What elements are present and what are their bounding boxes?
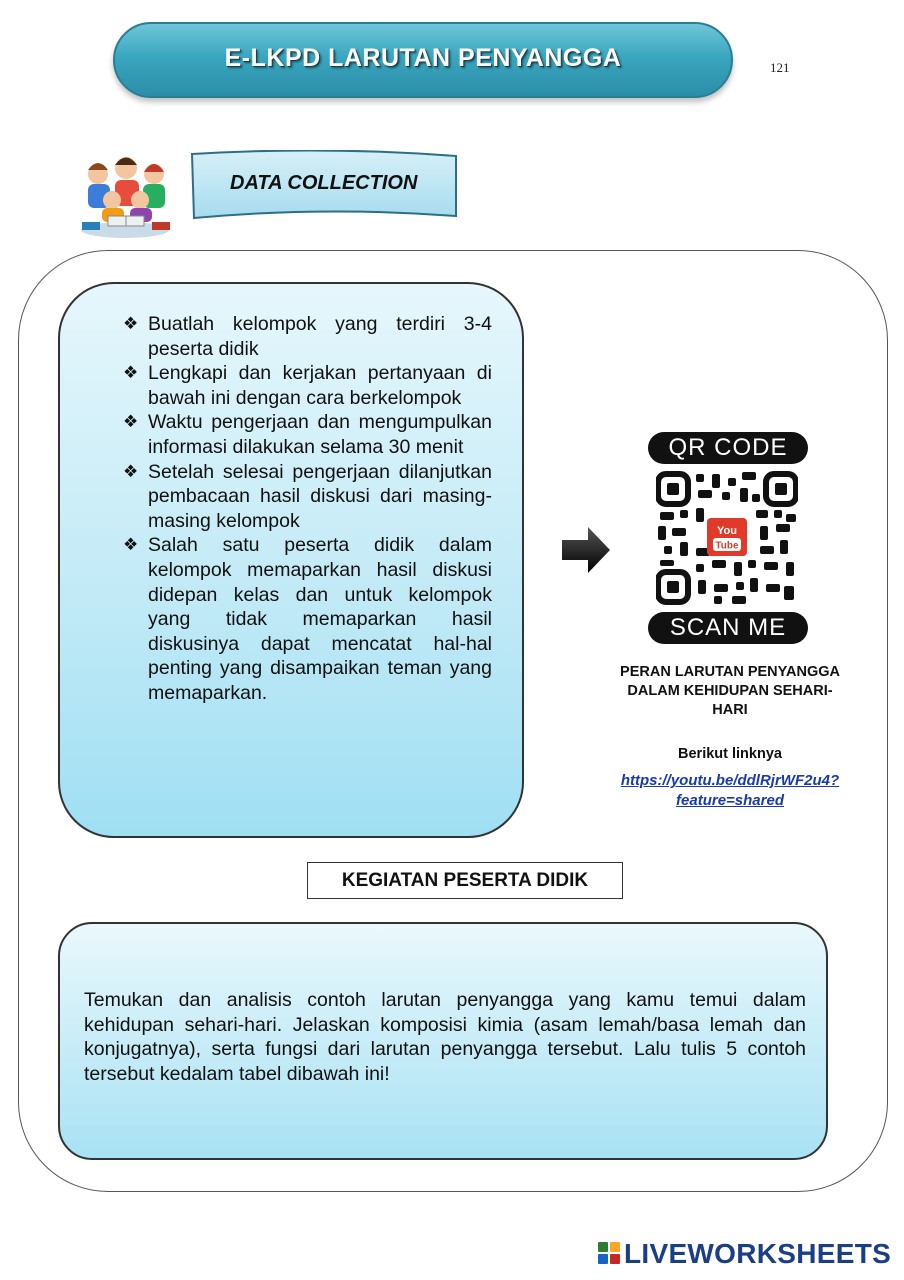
scan-me-label: SCAN ME (648, 612, 808, 644)
page-number: 121 (770, 60, 790, 75)
qr-code[interactable] (656, 470, 798, 606)
instructions-list (120, 312, 492, 706)
diamond-bullet-icon: ❖ (123, 363, 139, 383)
video-link[interactable]: https://youtu.be/ddlRjrWF2u4?feature=shared (620, 772, 840, 809)
qr-code-label: QR CODE (648, 432, 808, 464)
link-caption: Berikut linknya (678, 746, 782, 762)
svg-text:Tube: Tube (715, 540, 739, 552)
instruction-item: ❖ Setelah selesai pengerjaan dilanjutkan pembacaan hasil diskusi dari masing-masing kelompok (123, 460, 492, 532)
instruction-item: ❖ Lengkapi dan kerjakan pertanyaan di bawah ini dengan cara berkelompok (123, 362, 492, 409)
youtube-icon: You (717, 525, 737, 537)
instruction-item: ❖ Waktu pengerjaan dan mengumpulkan informasi dilakukan selama 30 menit (123, 411, 492, 458)
instruction-item: ❖ Buatlah kelompok yang terdiri 3-4 peserta didik (123, 313, 492, 360)
arrow-right-icon (560, 525, 612, 575)
diamond-bullet-icon: ❖ (123, 535, 139, 555)
liveworksheets-logo-icon (598, 1242, 620, 1264)
instruction-item: ❖ Salah satu peserta didik dalam kelompok memaparkan hasil diskusi didepan kelas dan untuk kelompok yang tidak memaparkan hasil diskusinya dapat mencatat hal-hal penting yang disampaikan teman yang memaparkan. (123, 534, 492, 704)
task-box (58, 922, 828, 1160)
diamond-bullet-icon: ❖ (123, 461, 139, 481)
brand-name[interactable]: LIVEWORKSHEETS (624, 1238, 892, 1269)
diamond-bullet-icon: ❖ (123, 412, 139, 432)
title-banner (113, 22, 733, 98)
section-title: DATA COLLECTION (230, 172, 418, 194)
section-banner (190, 150, 460, 222)
page-title: E-LKPD LARUTAN PENYANGGA (224, 44, 622, 72)
activity-heading: KEGIATAN PESERTA DIDIK (307, 862, 623, 899)
task-text: Temukan dan analisis contoh larutan penyangga yang kamu temui dalam kehidupan sehari-hari. Jelaskan komposisi kimia (asam lemah/basa lemah dan konjugatnya), serta fungsi dari larutan penyangga tersebut. Lalu tulis 5 contoh tersebut kedalam tabel dibawah ini! (84, 989, 806, 1085)
kids-reading-illustration (78, 148, 173, 240)
instructions-box (58, 282, 524, 838)
video-title: PERAN LARUTAN PENYANGGA DALAM KEHIDUPAN SEHARI-HARI (620, 664, 840, 718)
diamond-bullet-icon: ❖ (123, 314, 139, 333)
